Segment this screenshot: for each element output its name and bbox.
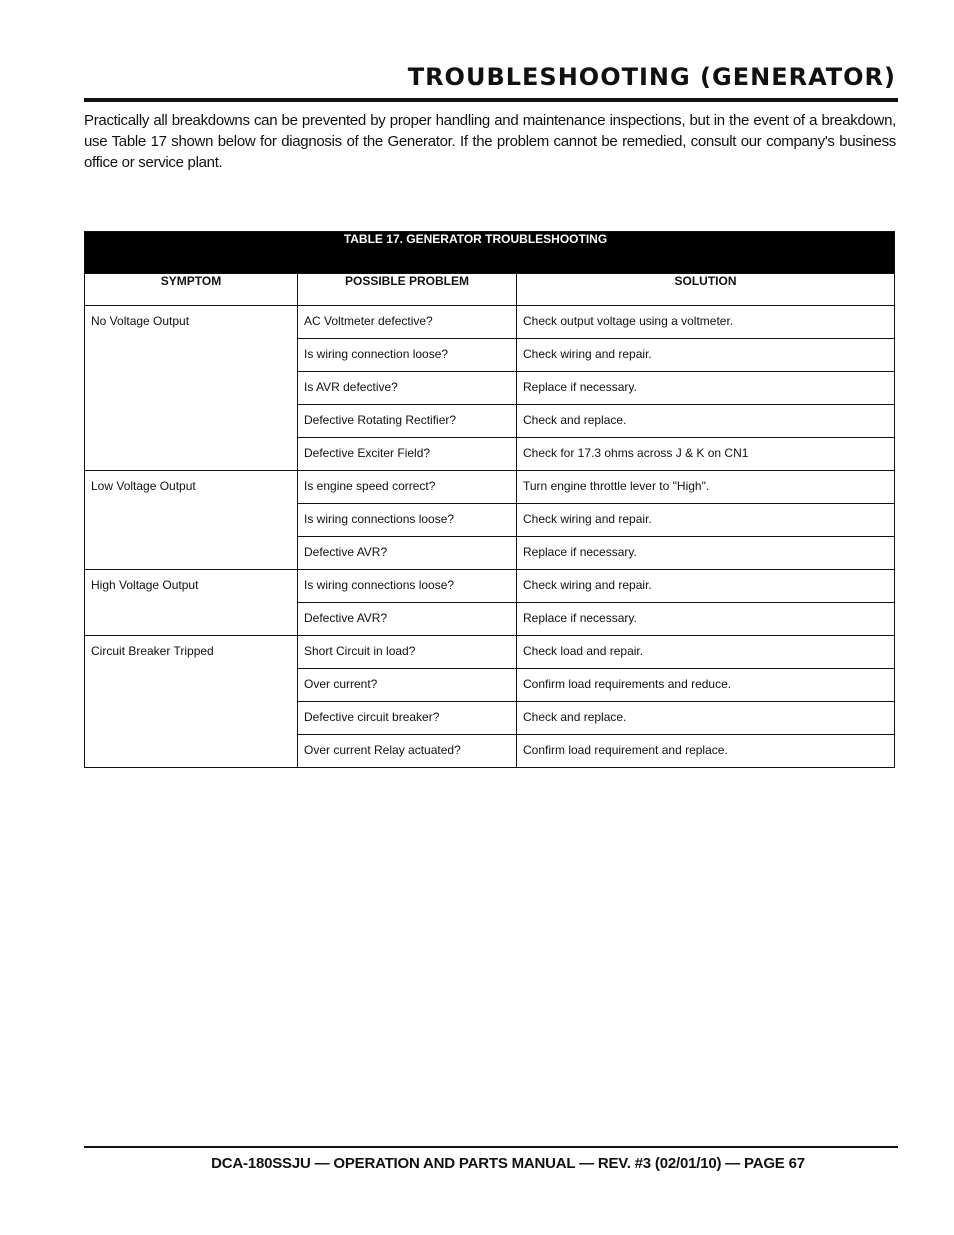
problem-cell: AC Voltmeter defective? [298,306,517,339]
problem-cell: Is wiring connection loose? [298,339,517,372]
problem-cell: Is engine speed correct? [298,471,517,504]
page-footer: DCA-180SSJU — OPERATION AND PARTS MANUAL — REV. #3 (02/01/10) — PAGE 67 [211,1155,805,1172]
table-body [85,306,895,768]
problem-cell: Over current? [298,669,517,702]
solution-cell: Check output voltage using a voltmeter. [517,306,895,339]
symptom-cell: Circuit Breaker Tripped [85,636,298,768]
problem-cell: Defective Rotating Rectifier? [298,405,517,438]
symptom-cell: High Voltage Output [85,570,298,636]
solution-cell: Check wiring and repair. [517,570,895,603]
header-symptom: SYMPTOM [85,274,298,306]
problem-cell: Is wiring connections loose? [298,504,517,537]
problem-cell: Defective Exciter Field? [298,438,517,471]
problem-cell: Defective AVR? [298,603,517,636]
solution-cell: Check and replace. [517,702,895,735]
troubleshooting-table [84,231,895,768]
header-possible-problem: POSSIBLE PROBLEM [298,274,517,306]
solution-cell: Replace if necessary. [517,372,895,405]
symptom-cell: Low Voltage Output [85,471,298,570]
symptom-cell: No Voltage Output [85,306,298,471]
header-solution: SOLUTION [517,274,895,306]
table-row [85,636,895,669]
problem-cell: Defective circuit breaker? [298,702,517,735]
footer-rule [84,1146,898,1148]
problem-cell: Is wiring connections loose? [298,570,517,603]
solution-cell: Check for 17.3 ohms across J & K on CN1 [517,438,895,471]
problem-cell: Is AVR defective? [298,372,517,405]
page-title: TROUBLESHOOTING (GENERATOR) [407,63,896,91]
solution-cell: Confirm load requirements and reduce. [517,669,895,702]
table-row [85,306,895,339]
intro-paragraph: Practically all breakdowns can be prevented by proper handling and maintenance inspections, but in the event of a breakdown, use Table 17 shown below for diagnosis of the Generator. If the problem cannot be remedied, consult our company's business office or service plant. [84,112,896,171]
solution-cell: Confirm load requirement and replace. [517,735,895,768]
problem-cell: Short Circuit in load? [298,636,517,669]
solution-cell: Check wiring and repair. [517,504,895,537]
solution-cell: Check and replace. [517,405,895,438]
solution-cell: Replace if necessary. [517,537,895,570]
problem-cell: Defective AVR? [298,537,517,570]
table-caption-text: TABLE 17. GENERATOR TROUBLESHOOTING [343,232,608,246]
table-row [85,471,895,504]
solution-cell: Check load and repair. [517,636,895,669]
solution-cell: Replace if necessary. [517,603,895,636]
title-rule [84,98,898,102]
table-caption [85,232,895,274]
solution-cell: Turn engine throttle lever to "High". [517,471,895,504]
solution-cell: Check wiring and repair. [517,339,895,372]
problem-cell: Over current Relay actuated? [298,735,517,768]
table-row [85,570,895,603]
